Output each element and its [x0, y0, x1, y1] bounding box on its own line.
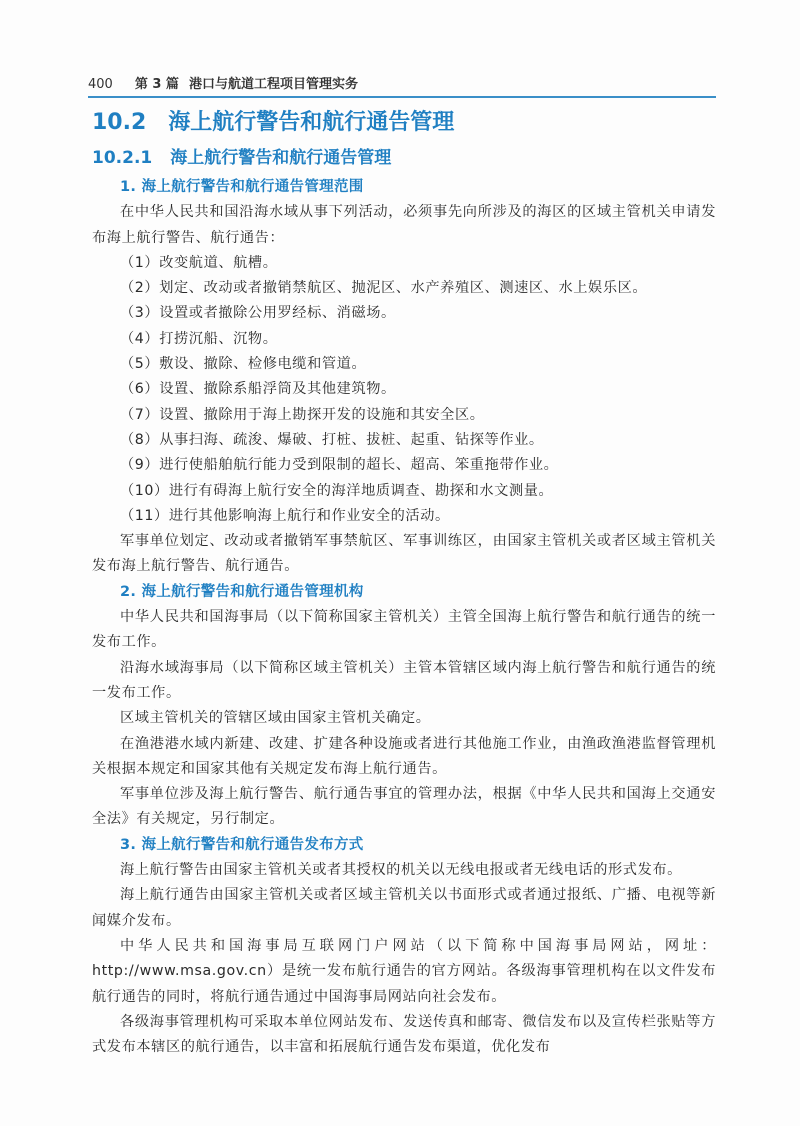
paragraph: 各级海事管理机构可采取本单位网站发布、发送传真和邮寄、微信发布以及宣传栏张贴等方式发布本辖区的航行通告，以丰富和拓展航行通告发布渠道，优化发布: [92, 1013, 716, 1056]
list-item: （7）设置、撤除用于海上勘探开发的设施和其安全区。: [120, 406, 485, 423]
list-item: （4）打捞沉船、沉物。: [120, 330, 278, 347]
list-item: （8）从事扫海、疏浚、爆破、打桩、拔桩、起重、钻探等作业。: [120, 431, 544, 448]
paragraph: 中华人民共和国海事局（以下简称国家主管机关）主管全国海上航行警告和航行通告的统一发布工作。: [92, 609, 716, 651]
list-item: （5）敷设、撤除、检修电缆和管道。: [120, 356, 367, 373]
page-number: 400: [88, 77, 113, 92]
scope-intro: 在中华人民共和国沿海水域从事下列活动，必须事先向所涉及的海区的区域主管机关申请发布海上航行警告、航行通告：: [92, 204, 716, 246]
section-title: 海上航行警告和航行通告管理: [168, 110, 455, 135]
paragraph: 军事单位涉及海上航行警告、航行通告事宜的管理办法，根据《中华人民共和国海上交通安全法》有关规定，另行制定。: [92, 786, 716, 828]
paragraph: 在渔港港水域内新建、改建、扩建各种设施或者进行其他施工作业，由渔政渔港监督管理机关根据本规定和国家其他有关规定发布海上航行通告。: [92, 735, 716, 777]
subsection-heading: [92, 143, 391, 168]
list-item: （1）改变航道、航槽。: [120, 254, 278, 271]
section-heading: [92, 105, 454, 136]
running-header: [88, 70, 716, 92]
publishing-heading: 3. 海上航行警告和航行通告发布方式: [120, 836, 364, 853]
scope-heading: 1. 海上航行警告和航行通告管理范围: [120, 179, 364, 195]
list-item: （2）划定、改动或者撤销禁航区、抛泥区、水产养殖区、测速区、水上娱乐区。: [120, 280, 648, 297]
list-item: （11）进行其他影响海上航行和作业安全的活动。: [120, 507, 450, 524]
authority-heading: 2. 海上航行警告和航行通告管理机构: [120, 583, 364, 600]
paragraph: 沿海水域海事局（以下简称区域主管机关）主管本管辖区域内海上航行警告和航行通告的统一发布工作。: [92, 659, 716, 701]
part-title: 港口与航道工程项目管理实务: [188, 77, 358, 92]
subsection-title: 海上航行警告和航行通告管理: [170, 148, 392, 168]
part-label: 第 3 篇: [134, 77, 179, 92]
section-number: 10.2: [92, 110, 147, 135]
paragraph: 中华人民共和国海事局互联网门户网站（以下简称中国海事局网站，网址：http://www.msa.gov.cn）是统一发布航行通告的官方网站。各级海事管理机构在以文件发布航行通告的同时，将航行通告通过中国海事局网站向社会发布。: [92, 937, 716, 1005]
military-paragraph: 军事单位划定、改动或者撤销军事禁航区、军事训练区，由国家主管机关或者区域主管机关发布海上航行警告、航行通告。: [92, 533, 716, 575]
subsection-number: 10.2.1: [92, 148, 153, 168]
list-item: （10）进行有碍海上航行安全的海洋地质调查、勘探和水文测量。: [120, 482, 554, 499]
body-text: [92, 175, 716, 1060]
paragraph: 海上航行警告由国家主管机关或者其授权的机关以无线电报或者无线电话的形式发布。: [120, 862, 682, 879]
list-item: （9）进行使船舶航行能力受到限制的超长、超高、笨重拖带作业。: [120, 457, 559, 474]
list-item: （3）设置或者撤除公用罗经标、消磁场。: [120, 305, 396, 322]
paragraph: 区域主管机关的管辖区域由国家主管机关确定。: [120, 710, 431, 727]
list-item: （6）设置、撤除系船浮筒及其他建筑物。: [120, 381, 396, 398]
paragraph: 海上航行通告由国家主管机关或者区域主管机关以书面形式或者通过报纸、广播、电视等新闻媒介发布。: [92, 887, 716, 929]
header-rule: [88, 96, 716, 98]
